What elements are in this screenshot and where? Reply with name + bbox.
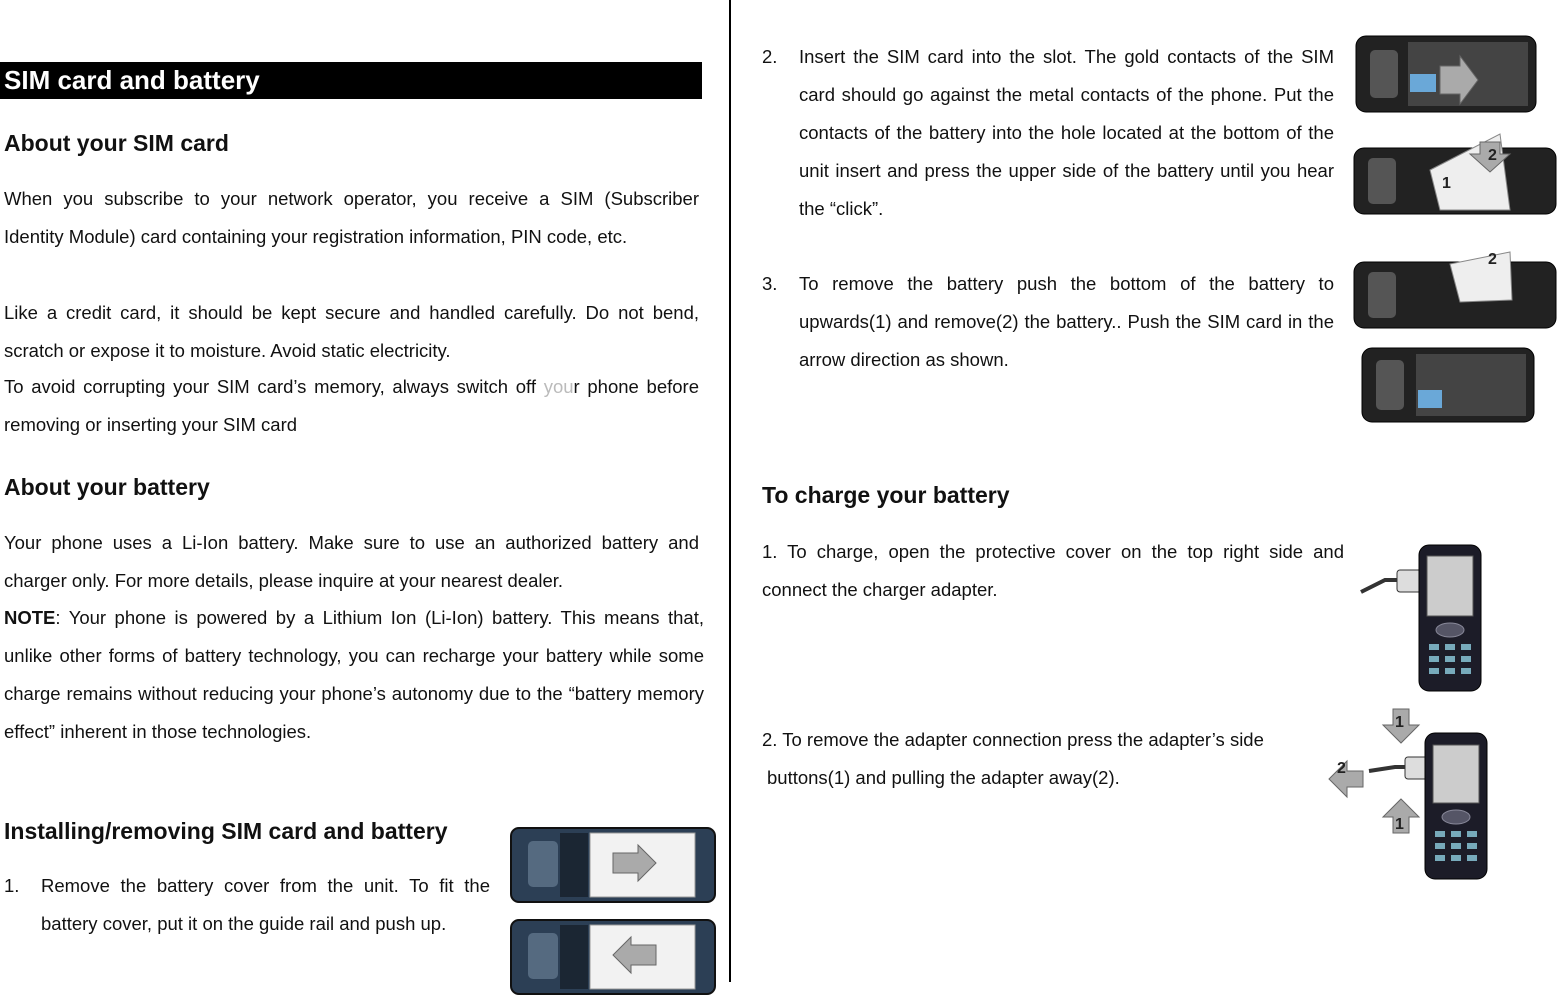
adapter-label-1-bottom: 1: [1395, 816, 1404, 833]
column-divider: [729, 0, 731, 982]
image-label-1: 1: [1442, 175, 1451, 192]
image-label-2b: 2: [1488, 251, 1497, 268]
battery-cover-images: [508, 825, 718, 997]
charge-heading: To charge your battery: [762, 482, 1010, 508]
battery-heading: About your battery: [4, 474, 210, 500]
charge-paragraph-2: 2. To remove the adapter connection press the adapter’s side buttons(1) and pulling the adapter away(2).: [762, 729, 1264, 788]
step-2: 2. Insert the SIM card into the slot. The gold contacts of the SIM card should go against the metal contacts of the phone. Put the contacts of the battery into the hole located at the bottom of the unit insert and press the upper side of the battery until you hear the “click”.: [762, 46, 1334, 219]
battery-paragraph-1: Your phone uses a Li-Ion battery. Make sure to use an authorized battery and charger only. For more details, please inquire at your nearest dealer.: [4, 532, 699, 591]
image-label-1b: 1: [1438, 273, 1447, 290]
sim-paragraph-1: When you subscribe to your network operator, you receive a SIM (Subscriber Identity Module) card containing your registration information, PIN code, etc.: [4, 188, 699, 247]
sim-paragraph-2: Like a credit card, it should be kept secure and handled carefully. Do not bend, scratch or expose it to moisture. Avoid static electricity.: [4, 302, 699, 361]
sim-heading: About your SIM card: [4, 130, 229, 156]
adapter-label-2: 2: [1337, 760, 1346, 777]
step-1: 1. Remove the battery cover from the unit. To fit the battery cover, put it on the guide rail and push up.: [4, 875, 490, 934]
step-3: 3. To remove the battery push the bottom of the battery to upwards(1) and remove(2) the battery.. Push the SIM card in the arrow direction as shown.: [762, 273, 1334, 370]
sim-paragraph-3: To avoid corrupting your SIM card’s memory, always switch off your phone before removing or inserting your SIM card: [4, 376, 699, 435]
image-label-2: 2: [1488, 147, 1497, 164]
charger-phone-image: [1355, 540, 1495, 695]
adapter-removal-image: [1325, 705, 1495, 883]
charge-paragraph-1: 1. To charge, open the protective cover on the top right side and connect the charger adapter.: [762, 541, 1344, 600]
sim-battery-images: [1350, 30, 1558, 430]
note-label: NOTE: [4, 607, 56, 628]
battery-note: NOTE: Your phone is powered by a Lithium Ion (Li-Ion) battery. This means that, unlike other forms of battery technology, you can recharge your battery while some charge remains without reducing your phone’s autonomy due to the “battery memory effect” inherent in those technologies.: [4, 607, 704, 742]
section-banner: SIM card and battery: [0, 62, 702, 99]
adapter-label-1-top: 1: [1395, 714, 1404, 731]
install-heading: Installing/removing SIM card and battery: [4, 818, 448, 844]
faded-word: you: [543, 376, 574, 397]
